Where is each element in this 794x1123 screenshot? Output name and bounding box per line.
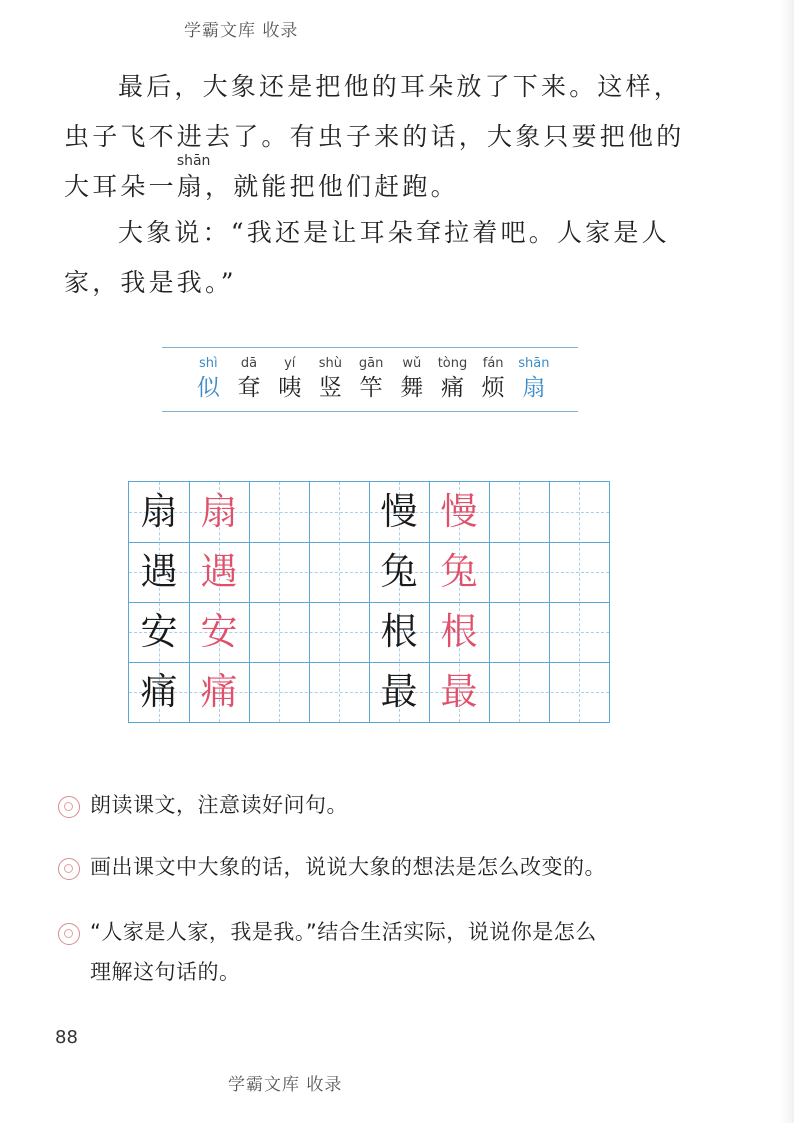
watermark-bottom: 学霸文库 收录 [228, 1075, 343, 1095]
grid-line [549, 482, 550, 722]
vocab-top-rule [162, 347, 578, 348]
model-character-cell [369, 662, 429, 722]
model-character-cell [129, 602, 189, 662]
trace-character: 慢 [440, 490, 478, 533]
paragraph-line [64, 153, 704, 212]
text-segment: ，就能把他们赶跑。 [205, 172, 459, 201]
trace-character-cell [189, 542, 249, 602]
trace-character-cell [189, 482, 249, 542]
grid-line [339, 482, 340, 722]
pinyin-annotation: shān [176, 153, 211, 169]
trace-character-cell [429, 602, 489, 662]
paragraph-line: 虫子飞不进去了。有虫子来的话，大象只要把他的 [64, 122, 685, 151]
trace-character: 安 [200, 610, 238, 653]
vocab-character: 竿 [359, 375, 383, 401]
exercise-text [90, 912, 730, 992]
exercise-bullet-icon [58, 923, 80, 945]
paragraph-line: 大象说：“我还是让耳朵耷拉着吧。人家是人 [118, 218, 670, 247]
vocab-character: 耷 [237, 375, 261, 401]
model-character: 根 [380, 610, 418, 653]
grid-line [489, 482, 490, 722]
annotated-char: 扇 [176, 172, 206, 201]
page-number: 88 [55, 1027, 78, 1048]
exercise-text: 朗读课文，注意读好问句。 [90, 793, 348, 817]
trace-character-cell [189, 602, 249, 662]
model-character-cell [129, 542, 189, 602]
vocab-item [188, 355, 229, 403]
model-character-cell [369, 602, 429, 662]
exercise-text: 画出课文中大象的话，说说大象的想法是怎么改变的。 [90, 855, 606, 879]
vocab-item [514, 355, 555, 403]
vocab-pinyin: shān [518, 356, 550, 371]
annotated-character [176, 153, 211, 212]
trace-character-cell [429, 662, 489, 722]
vocab-item [432, 355, 473, 403]
exercise-bullet-icon [58, 858, 80, 880]
vocab-pinyin: tòng [437, 356, 468, 371]
vocab-item [269, 355, 310, 403]
vocab-pinyin: yí [284, 356, 296, 371]
vocab-item [310, 355, 351, 403]
character-writing-grid [128, 481, 610, 723]
trace-character: 根 [440, 610, 478, 653]
trace-character: 最 [440, 670, 478, 713]
vocab-character: 似 [196, 375, 220, 401]
vocab-character: 痛 [440, 375, 464, 401]
text-segment: 大耳朵一 [64, 172, 177, 201]
model-character-cell [369, 542, 429, 602]
watermark-top: 学霸文库 收录 [184, 21, 299, 41]
paragraph-line: 最后，大象还是把他的耳朵放了下来。这样， [118, 72, 683, 101]
vocab-item [229, 355, 270, 403]
exercise-line: 理解这句话的。 [90, 960, 241, 984]
exercise-line: “人家是人家，我是我。”结合生活实际，说说你是怎么 [90, 920, 597, 944]
vocab-pinyin: fán [482, 356, 504, 371]
trace-character-cell [189, 662, 249, 722]
vocab-pinyin: shì [199, 356, 218, 371]
vocab-item [351, 355, 392, 403]
vocab-item [473, 355, 514, 403]
model-character-cell [129, 482, 189, 542]
story-paragraph-1 [64, 62, 704, 212]
vocab-pinyin: gān [358, 356, 384, 371]
grid-line [519, 482, 520, 722]
model-character-cell [129, 662, 189, 722]
vocabulary-strip [162, 345, 578, 415]
vocab-character: 舞 [400, 375, 424, 401]
paragraph-line: 家，我是我。” [64, 268, 237, 297]
trace-character: 兔 [440, 550, 478, 593]
trace-character-cell [429, 482, 489, 542]
trace-character: 痛 [200, 670, 238, 713]
model-character: 最 [380, 670, 418, 713]
vocab-pinyin: dā [240, 356, 258, 371]
vocab-pinyin: wǔ [402, 356, 422, 371]
model-character: 扇 [140, 490, 178, 533]
grid-line [249, 482, 250, 722]
vocab-pinyin: shù [318, 356, 343, 371]
grid-line [279, 482, 280, 722]
vocab-character: 竖 [318, 375, 342, 401]
model-character: 遇 [140, 550, 178, 593]
vocab-character: 扇 [522, 375, 546, 401]
exercise-bullet-icon [58, 796, 80, 818]
story-paragraph-2 [64, 208, 704, 308]
trace-character-cell [429, 542, 489, 602]
model-character: 痛 [140, 670, 178, 713]
page-edge-shadow [780, 0, 794, 1123]
model-character-cell [369, 482, 429, 542]
vocab-bottom-rule [162, 411, 578, 412]
vocab-character: 咦 [278, 375, 302, 401]
trace-character: 扇 [200, 490, 238, 533]
vocab-items [188, 355, 554, 403]
model-character: 安 [140, 610, 178, 653]
vocab-item [391, 355, 432, 403]
model-character: 慢 [380, 490, 418, 533]
trace-character: 遇 [200, 550, 238, 593]
model-character: 兔 [380, 550, 418, 593]
grid-line [309, 482, 310, 722]
vocab-character: 烦 [481, 375, 505, 401]
grid-line [579, 482, 580, 722]
